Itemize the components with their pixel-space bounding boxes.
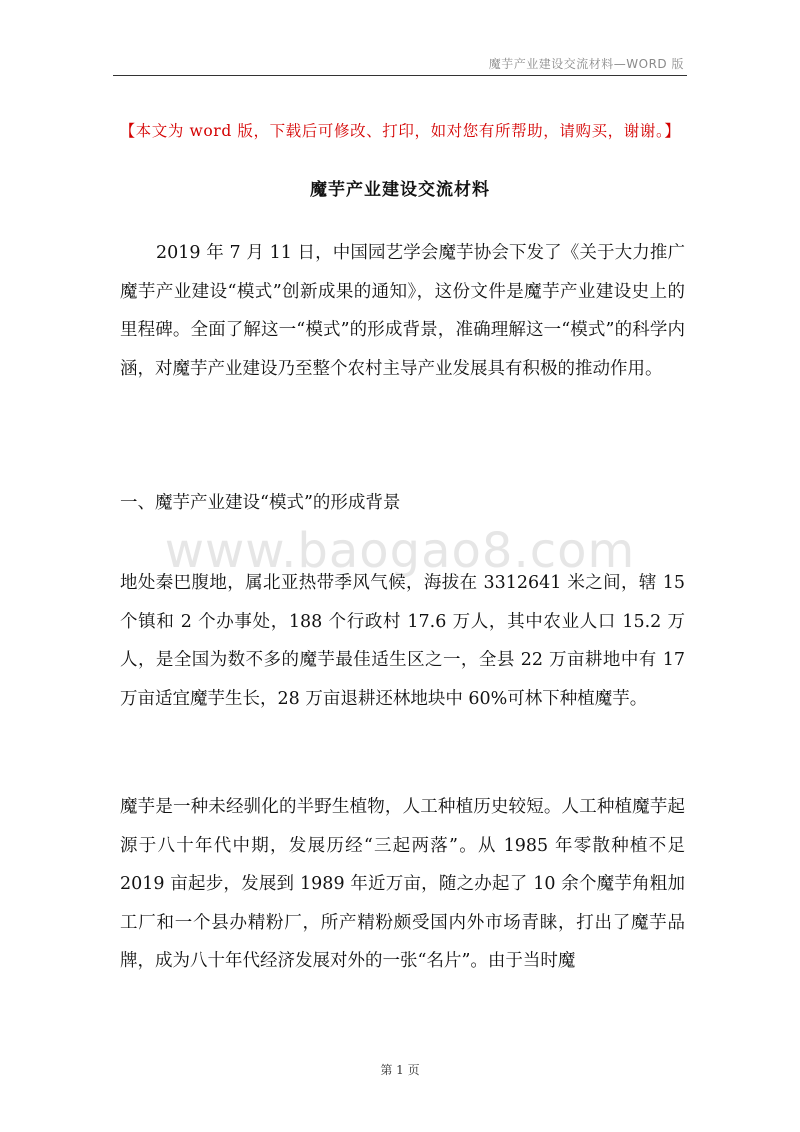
purchase-notice: 【本文为 word 版，下载后可修改、打印，如对您有所帮助，请购买，谢谢。】 [119, 122, 681, 140]
document-title: 魔芋产业建设交流材料 [310, 180, 490, 200]
running-header: 魔芋产业建设交流材料—WORD 版 [488, 57, 684, 71]
body-paragraph: 地处秦巴腹地，属北亚热带季风气候，海拔在 3312641 米之间，辖 15 个镇和 2 个办事处，188 个行政村 17.6 万人，其中农业人口 15.2 万人，是全国为数不多的魔芋最佳适生区之一，全县 22 万亩耕地中有 17 万亩适宜魔芋生长，28 万亩退耕还林地块中 60%可林下种植魔芋。 [120, 573, 685, 709]
intro-paragraph: 2019 年 7 月 11 日，中国园艺学会魔芋协会下发了《关于大力推广魔芋产业建设“模式”创新成果的通知》，这份文件是魔芋产业建设史上的里程碑。全面了解这一“模式”的形成背景，准确理解这一“模式”的科学内涵，对魔芋产业建设乃至整个农村主导产业发展具有积极的推动作用。 [120, 243, 685, 379]
watermark: www.baogao8.com [164, 523, 636, 579]
body-paragraph: 魔芋是一种未经驯化的半野生植物，人工种植历史较短。人工种植魔芋起源于八十年代中期，发展历经“三起两落”。从 1985 年零散种植不足 2019 亩起步，发展到 1989 年近万亩，随之办起了 10 余个魔芋角粗加工厂和一个县办精粉厂，所产精粉颇受国内外市场青睐，打出了魔芋品牌，成为八十年代经济发展对外的一张“名片”。由于当时魔 [120, 797, 685, 971]
section-heading: 一、魔芋产业建设“模式”的形成背景 [120, 493, 401, 513]
page-number: 第 1 页 [380, 1063, 420, 1077]
header-divider [113, 75, 687, 76]
